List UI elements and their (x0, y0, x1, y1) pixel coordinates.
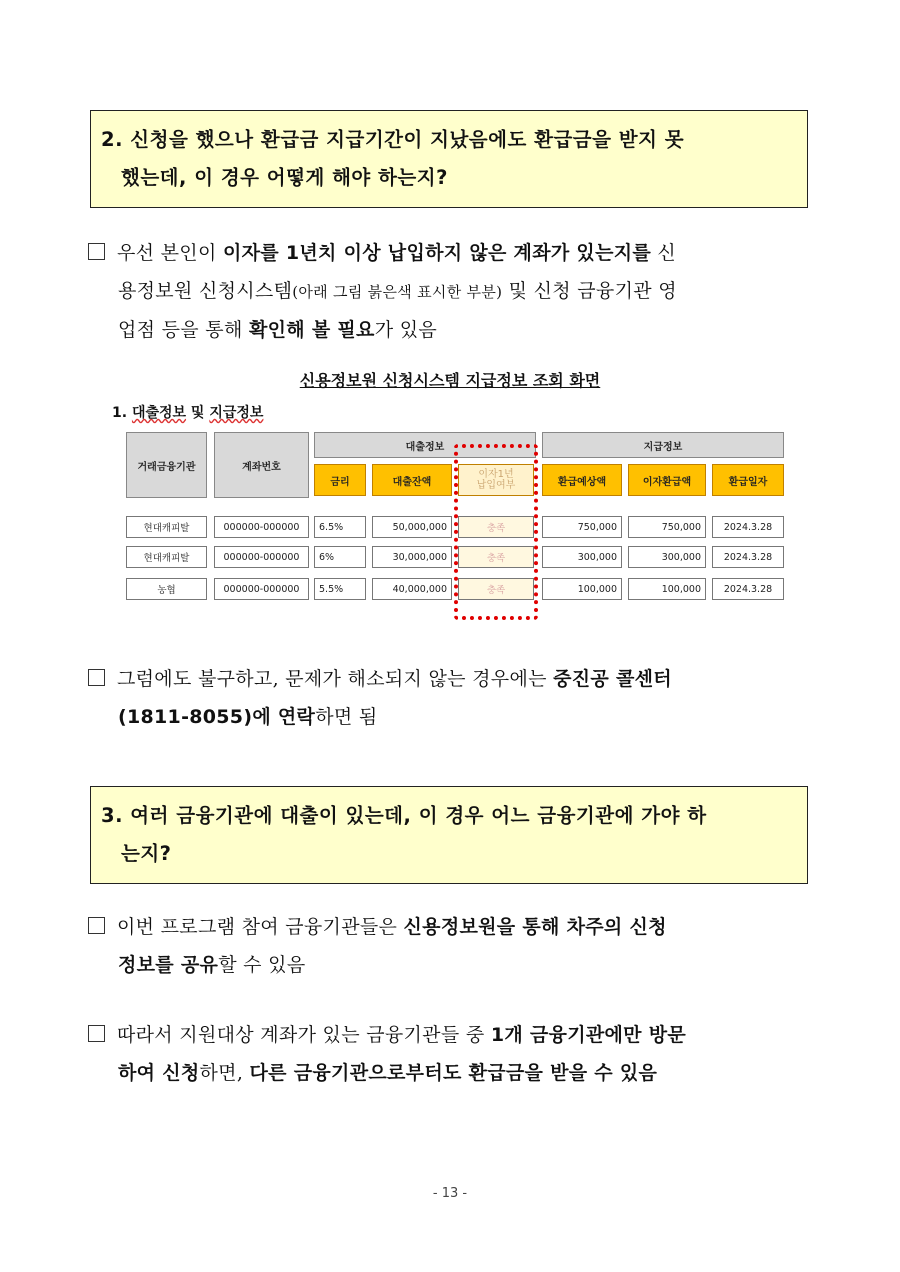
bold-text: 확인해 볼 필요 (248, 319, 375, 341)
text: 용정보원 신청시스템 (118, 280, 293, 302)
cell-account: 000000-000000 (214, 578, 309, 600)
cell-rate: 6% (314, 546, 366, 568)
col-balance: 대출잔액 (372, 464, 452, 496)
cell-rate: 6.5% (314, 516, 366, 538)
question-2-line2: 했는데, 이 경우 어떻게 해야 하는지? (121, 166, 448, 189)
cell-expected: 100,000 (542, 578, 622, 600)
cell-refund: 750,000 (628, 516, 706, 538)
red-dotted-highlight (454, 444, 538, 620)
small-text: (아래 그림 붉은색 표시한 부분) (292, 283, 503, 301)
answer-2-paragraph-2 (88, 660, 810, 736)
text: 이자1년 (478, 469, 514, 480)
question-2-box (90, 110, 808, 208)
bold-text: 중진공 콜센터 (553, 668, 672, 690)
text: 납입여부 (476, 480, 516, 491)
figure-title (112, 402, 263, 422)
checkbox-icon (88, 669, 105, 686)
bold-text: 신용정보원을 통해 차주의 신청 (403, 916, 667, 938)
text: 가 있음 (374, 319, 438, 341)
col-account: 계좌번호 (214, 432, 309, 498)
cell-date: 2024.3.28 (712, 516, 784, 538)
col-interest-refund: 이자환급액 (628, 464, 706, 496)
group-payment-info: 지급정보 (542, 432, 784, 458)
cell-institution: 현대캐피탈 (126, 516, 207, 538)
cell-account: 000000-000000 (214, 516, 309, 538)
answer-2-paragraph-1 (88, 234, 810, 349)
cell-expected: 300,000 (542, 546, 622, 568)
cell-refund: 100,000 (628, 578, 706, 600)
text: 하면 됨 (315, 706, 378, 728)
question-3-line2: 는지? (121, 842, 172, 865)
answer-3-paragraph-2 (88, 1016, 810, 1092)
text: 업점 등을 통해 (118, 319, 249, 341)
text: 및 신청 금융기관 영 (502, 280, 677, 302)
question-3-box (90, 786, 808, 884)
text: 할 수 있음 (218, 954, 306, 976)
col-rate: 금리 (314, 464, 366, 496)
text: 대출정보 (131, 405, 187, 421)
cell-date: 2024.3.28 (712, 578, 784, 600)
text: 지급정보 (209, 405, 264, 421)
page-number: - 13 - (432, 1186, 468, 1201)
cell-refund: 300,000 (628, 546, 706, 568)
text: 신 (651, 242, 677, 264)
text: 우선 본인이 (117, 242, 223, 264)
question-2-line1: 2. 신청을 했으나 환급금 지급기간이 지났음에도 환급금을 받지 못 (101, 128, 685, 151)
cell-expected: 750,000 (542, 516, 622, 538)
bold-text: 이자를 1년치 이상 납입하지 않은 계좌가 있는지를 (222, 242, 652, 264)
checkbox-icon (88, 243, 105, 260)
cell-date: 2024.3.28 (712, 546, 784, 568)
text: 하면, (199, 1062, 250, 1084)
text: 그럼에도 불구하고, 문제가 해소되지 않는 경우에는 (117, 668, 554, 690)
bold-text: (1811-8055)에 연락 (118, 706, 316, 728)
cell-rate: 5.5% (314, 578, 366, 600)
cell-unpaid: 충족 (458, 516, 534, 538)
text: 및 (186, 405, 210, 421)
cell-institution: 농협 (126, 578, 207, 600)
text: 이번 프로그램 참여 금융기관들은 (117, 916, 404, 938)
cell-account: 000000-000000 (214, 546, 309, 568)
cell-institution: 현대캐피탈 (126, 546, 207, 568)
group-loan-info: 대출정보 (314, 432, 536, 458)
checkbox-icon (88, 917, 105, 934)
text: 따라서 지원대상 계좌가 있는 금융기관들 중 (117, 1024, 491, 1046)
bold-text: 정보를 공유 (118, 954, 219, 976)
cell-balance: 40,000,000 (372, 578, 452, 600)
payment-info-figure (108, 402, 790, 620)
cell-unpaid: 충족 (458, 578, 534, 600)
col-refund-date: 환급일자 (712, 464, 784, 496)
text: 1. (112, 405, 132, 421)
cell-unpaid: 충족 (458, 546, 534, 568)
bold-text: 하여 신청 (118, 1062, 200, 1084)
bold-text: 다른 금융기관으로부터도 환급금을 받을 수 있음 (249, 1062, 658, 1084)
checkbox-icon (88, 1025, 105, 1042)
cell-balance: 30,000,000 (372, 546, 452, 568)
col-institution: 거래금융기관 (126, 432, 207, 498)
col-expected-refund: 환급예상액 (542, 464, 622, 496)
cell-balance: 50,000,000 (372, 516, 452, 538)
figure-caption (0, 368, 900, 391)
question-3-line1: 3. 여러 금융기관에 대출이 있는데, 이 경우 어느 금융기관에 가야 하 (101, 804, 707, 827)
answer-3-paragraph-1 (88, 908, 810, 984)
caption-text: 신용정보원 신청시스템 지급정보 조회 화면 (299, 371, 601, 390)
bold-text: 1개 금융기관에만 방문 (490, 1024, 687, 1046)
